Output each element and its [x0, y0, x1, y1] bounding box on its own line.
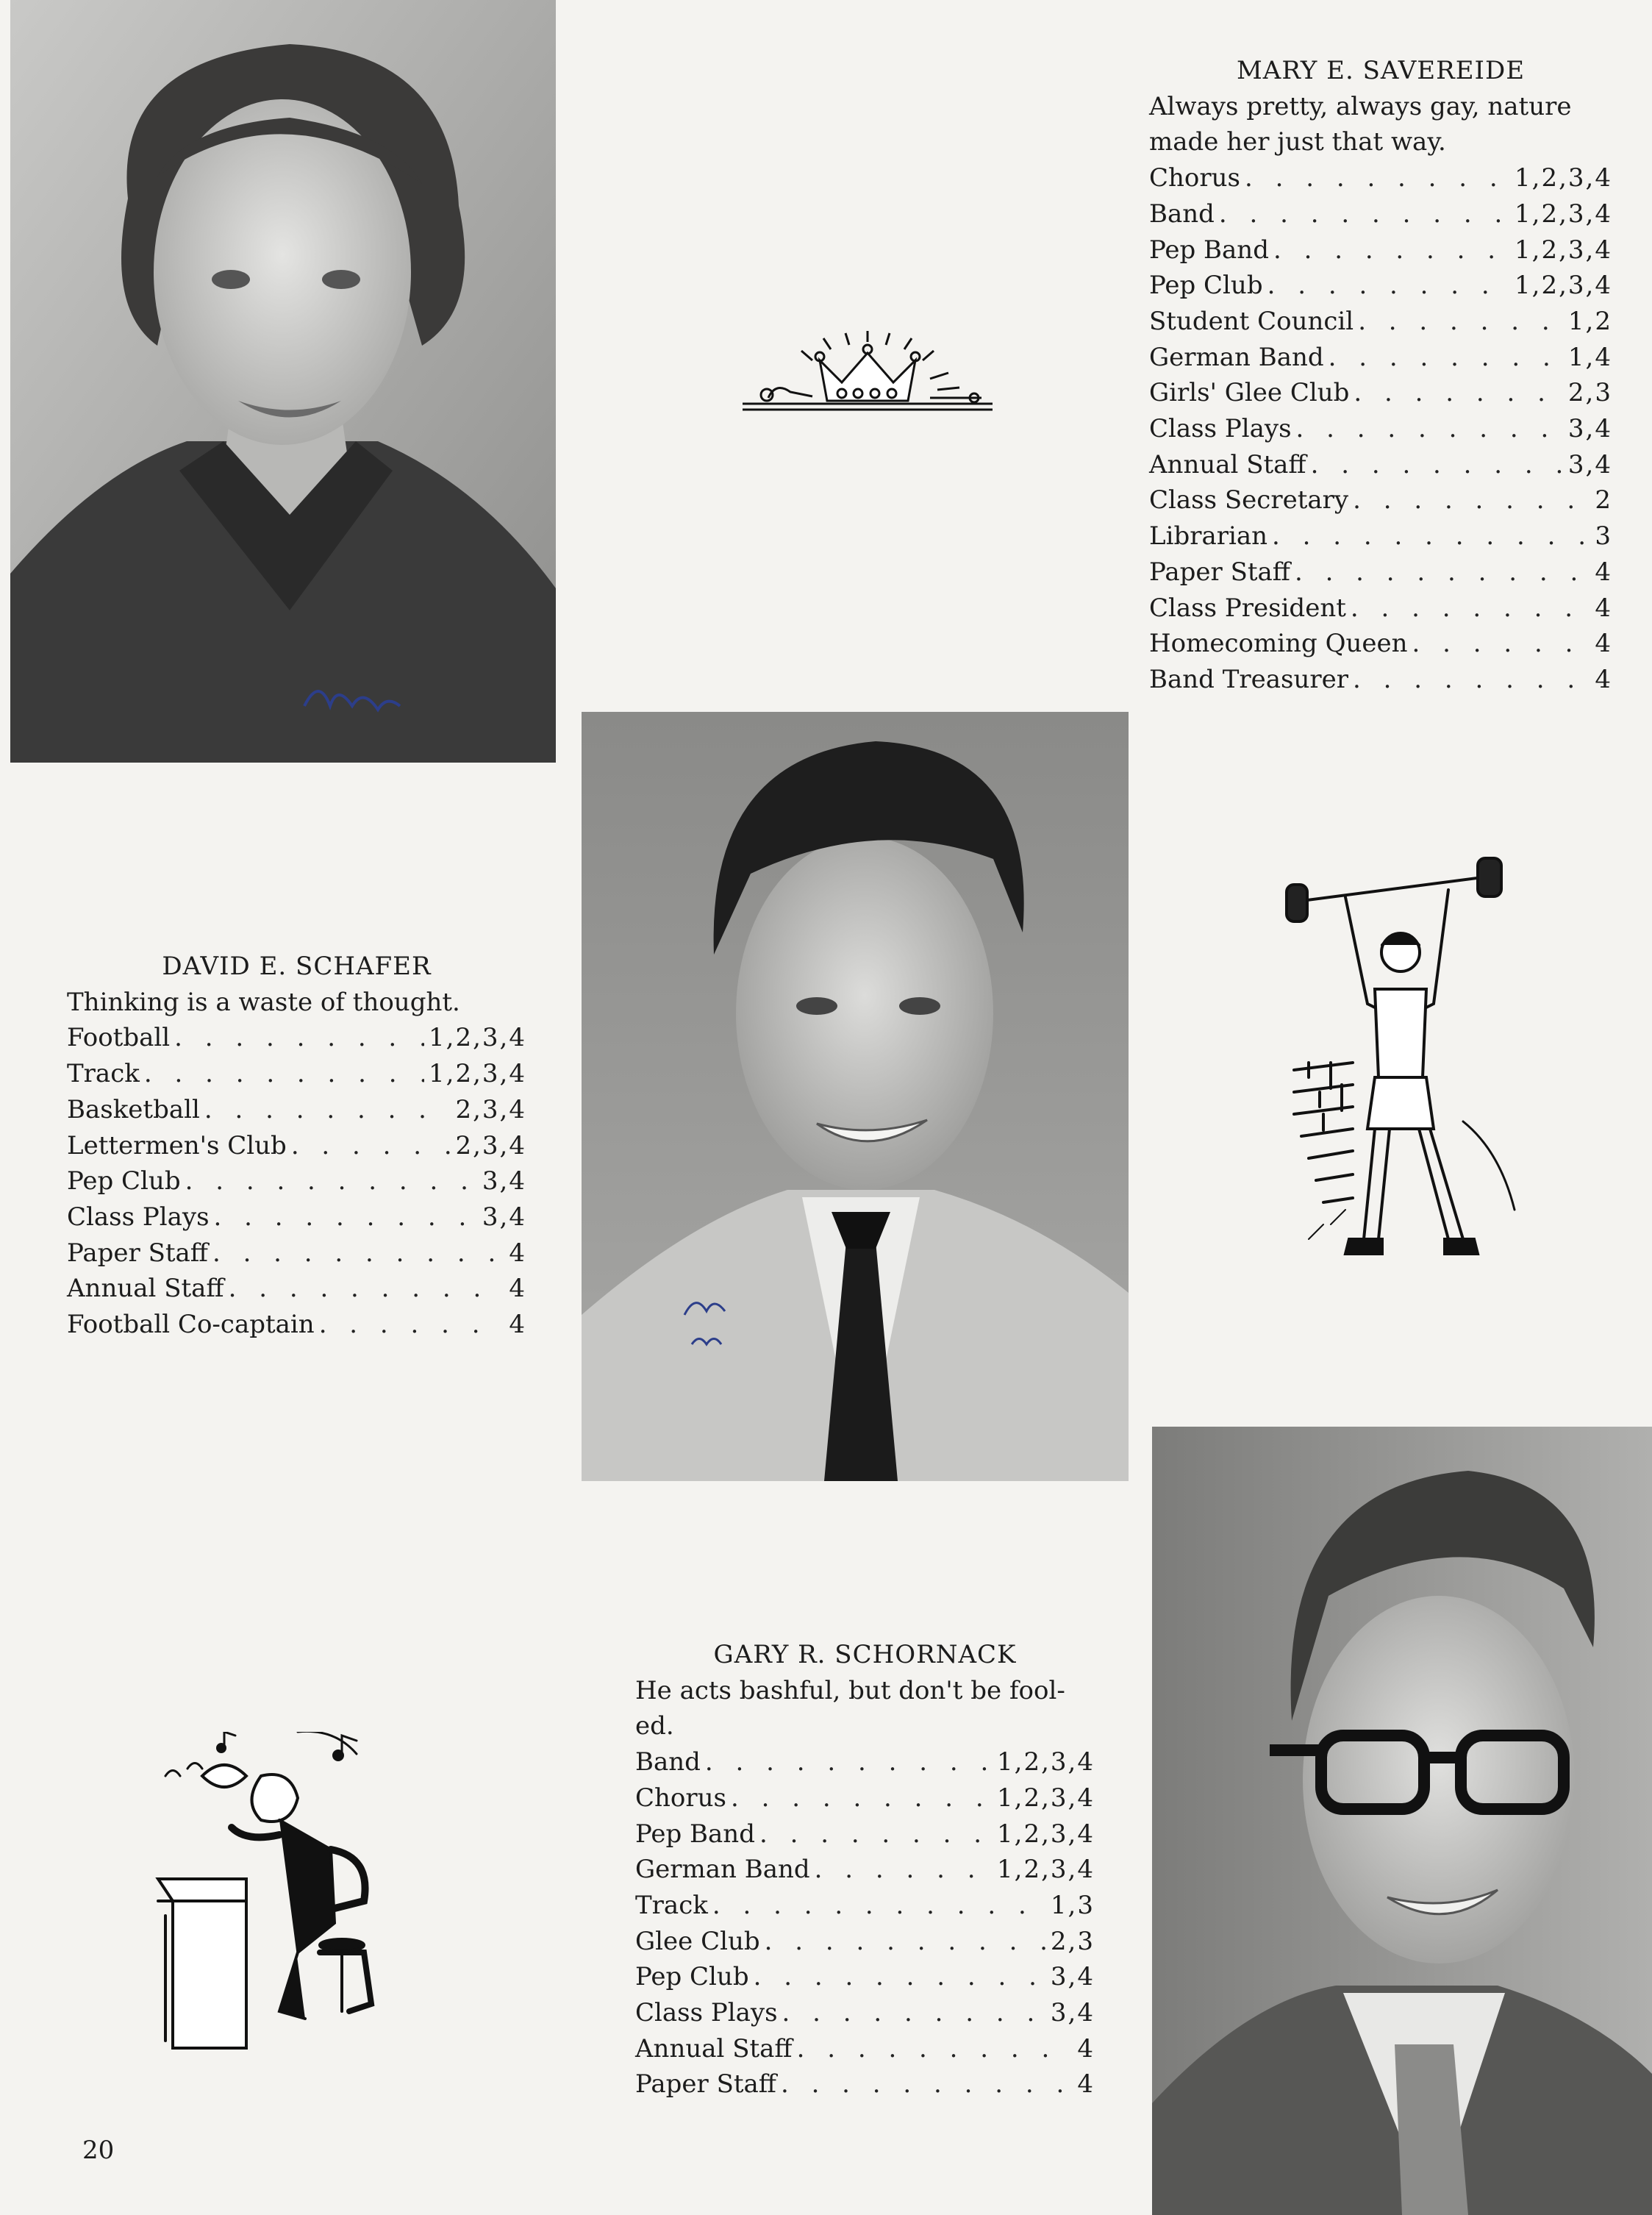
activity-years: 1,2,3,4 — [997, 1747, 1095, 1777]
leader-dots — [797, 2031, 1073, 2067]
activity-years: 3,4 — [1567, 449, 1612, 479]
activity-label: Band — [1149, 199, 1215, 229]
activity-years: 4 — [509, 1310, 526, 1340]
leader-dots — [1354, 375, 1564, 411]
activity-row — [635, 1959, 1095, 1995]
activity-label: Annual Staff — [1149, 449, 1306, 479]
activity-label: Glee Club — [635, 1926, 760, 1956]
leader-dots — [1272, 518, 1590, 554]
activity-years: 1,2,3,4 — [1515, 271, 1612, 301]
activity-row — [635, 1780, 1095, 1816]
activity-label: Football — [67, 1023, 171, 1053]
student-motto: Always pretty, always gay, nature made her just that way. — [1149, 91, 1572, 157]
leader-dots — [1267, 268, 1510, 304]
leader-dots — [759, 1816, 993, 1852]
leader-dots — [1295, 554, 1590, 591]
activity-label: Class Secretary — [1149, 485, 1349, 516]
activity-label: Annual Staff — [635, 2033, 793, 2064]
activity-years: 1,2,3,4 — [997, 1855, 1095, 1885]
activity-label: Chorus — [1149, 163, 1240, 193]
activity-years: 1,2 — [1567, 306, 1612, 336]
activity-label: Football Co-captain — [67, 1310, 315, 1340]
leader-dots — [1296, 411, 1564, 447]
leader-dots — [731, 1780, 993, 1816]
activity-row — [635, 1744, 1095, 1780]
activity-years: 4 — [509, 1238, 526, 1268]
leader-dots — [204, 1092, 451, 1128]
activity-row — [67, 1307, 526, 1343]
activity-years: 1,2,3,4 — [429, 1059, 526, 1089]
activity-row — [635, 1852, 1095, 1888]
activity-row — [1149, 268, 1612, 304]
activity-list — [1149, 160, 1612, 698]
activity-years: 3,4 — [482, 1202, 526, 1232]
activity-list — [635, 1744, 1095, 2102]
activity-label: Class Plays — [1149, 414, 1292, 444]
activity-years: 4 — [1595, 664, 1612, 694]
student-david — [67, 949, 526, 1343]
activity-row — [1149, 232, 1612, 268]
leader-dots — [1329, 340, 1564, 376]
leader-dots — [319, 1307, 505, 1343]
leader-dots — [1351, 591, 1590, 627]
activity-years: 2,3,4 — [455, 1130, 526, 1160]
activity-years: 4 — [1077, 2033, 1095, 2064]
activity-years: 1,3 — [1050, 1890, 1095, 1920]
activity-years: 2,3 — [1050, 1926, 1095, 1956]
activity-years: 3,4 — [1050, 1962, 1095, 1992]
activity-row — [1149, 662, 1612, 698]
activity-label: Pep Band — [1149, 235, 1269, 265]
activity-list — [67, 1020, 526, 1342]
activity-row — [1149, 626, 1612, 662]
photo-david — [582, 712, 1129, 1481]
activity-row — [1149, 518, 1612, 554]
activity-row — [1149, 196, 1612, 232]
activity-years: 1,2,3,4 — [1515, 199, 1612, 229]
activity-row — [635, 1816, 1095, 1852]
leader-dots — [291, 1128, 451, 1164]
leader-dots — [754, 1959, 1046, 1995]
activity-label: Pep Band — [635, 1819, 755, 1849]
activity-years: 1,2,3,4 — [1515, 235, 1612, 265]
activity-label: Pep Club — [67, 1166, 181, 1196]
activity-row — [67, 1092, 526, 1128]
activity-row — [67, 1271, 526, 1307]
activity-years: 4 — [509, 1274, 526, 1304]
leader-dots — [214, 1199, 478, 1235]
leader-dots — [1219, 196, 1510, 232]
student-name: DAVID E. SCHAFER — [162, 952, 432, 981]
activity-label: Pep Club — [1149, 271, 1263, 301]
activity-row — [1149, 160, 1612, 196]
activity-row — [1149, 554, 1612, 591]
activity-label: Librarian — [1149, 521, 1268, 552]
activity-row — [67, 1128, 526, 1164]
leader-dots — [1353, 482, 1590, 518]
student-name: MARY E. SAVEREIDE — [1236, 56, 1526, 85]
activity-label: Paper Staff — [67, 1238, 208, 1268]
activity-row — [67, 1020, 526, 1056]
activity-row — [635, 2066, 1095, 2102]
leader-dots — [1245, 160, 1510, 196]
activity-years: 3,4 — [1567, 414, 1612, 444]
activity-row — [67, 1056, 526, 1092]
activity-label: Class Plays — [635, 1998, 778, 2028]
photo-mary — [10, 0, 556, 763]
leader-dots — [174, 1020, 424, 1056]
activity-row — [1149, 447, 1612, 483]
activity-label: Band — [635, 1747, 701, 1777]
leader-dots — [1273, 232, 1510, 268]
activity-label: Class President — [1149, 593, 1346, 623]
activity-row — [635, 2031, 1095, 2067]
activity-years: 1,4 — [1567, 342, 1612, 372]
activity-row — [635, 1924, 1095, 1960]
activity-row — [1149, 304, 1612, 340]
student-mary — [1149, 53, 1612, 698]
activity-years: 2,3 — [1567, 378, 1612, 408]
activity-label: Band Treasurer — [1149, 664, 1349, 694]
photo-gary — [1152, 1427, 1652, 2215]
activity-row — [635, 1995, 1095, 2031]
activity-years: 1,2,3,4 — [997, 1783, 1095, 1813]
activity-label: Pep Club — [635, 1962, 749, 1992]
activity-years: 4 — [1595, 629, 1612, 659]
activity-label: Paper Staff — [635, 2069, 776, 2100]
activity-row — [1149, 411, 1612, 447]
activity-years: 2,3,4 — [455, 1094, 526, 1124]
leader-dots — [712, 1888, 1046, 1924]
student-name: GARY R. SCHORNACK — [713, 1640, 1017, 1669]
activity-row — [1149, 591, 1612, 627]
activity-years: 4 — [1595, 593, 1612, 623]
activity-years: 4 — [1077, 2069, 1095, 2100]
activity-label: Track — [635, 1890, 708, 1920]
leader-dots — [185, 1163, 478, 1199]
activity-label: Chorus — [635, 1783, 726, 1813]
activity-years: 4 — [1595, 557, 1612, 587]
activity-years: 3 — [1595, 521, 1612, 552]
activity-label: Student Council — [1149, 306, 1354, 336]
activity-row — [1149, 340, 1612, 376]
activity-label: Paper Staff — [1149, 557, 1290, 587]
leader-dots — [815, 1852, 993, 1888]
weightlifter-icon — [1279, 842, 1522, 1283]
activity-label: German Band — [635, 1855, 810, 1885]
leader-dots — [1353, 662, 1590, 698]
leader-dots — [705, 1744, 993, 1780]
activity-row — [67, 1163, 526, 1199]
student-motto: Thinking is a waste of thought. — [67, 987, 460, 1017]
leader-dots — [781, 2066, 1073, 2102]
leader-dots — [765, 1924, 1046, 1960]
activity-label: Annual Staff — [67, 1274, 224, 1304]
activity-label: Basketball — [67, 1094, 200, 1124]
activity-years: 1,2,3,4 — [429, 1023, 526, 1053]
student-gary — [635, 1637, 1095, 2102]
activity-years: 3,4 — [1050, 1998, 1095, 2028]
leader-dots — [1358, 304, 1564, 340]
activity-row — [1149, 482, 1612, 518]
activity-years: 2 — [1595, 485, 1612, 516]
activity-row — [67, 1235, 526, 1271]
activity-years: 3,4 — [482, 1166, 526, 1196]
activity-label: Track — [67, 1059, 140, 1089]
crown-icon — [739, 327, 996, 415]
activity-label: German Band — [1149, 342, 1324, 372]
leader-dots — [212, 1235, 504, 1271]
activity-label: Lettermen's Club — [67, 1130, 287, 1160]
activity-label: Girls' Glee Club — [1149, 378, 1350, 408]
activity-label: Class Plays — [67, 1202, 210, 1232]
leader-dots — [1311, 447, 1564, 483]
activity-years: 1,2,3,4 — [997, 1819, 1095, 1849]
activity-row — [1149, 375, 1612, 411]
student-motto: He acts bashful, but don't be fool- ed. — [635, 1675, 1065, 1741]
page-number: 20 — [82, 2136, 115, 2165]
pianist-icon — [151, 1732, 445, 2055]
leader-dots — [1412, 626, 1591, 662]
leader-dots — [229, 1271, 505, 1307]
activity-row — [635, 1888, 1095, 1924]
activity-years: 1,2,3,4 — [1515, 163, 1612, 193]
leader-dots — [144, 1056, 424, 1092]
activity-label: Homecoming Queen — [1149, 629, 1408, 659]
activity-row — [67, 1199, 526, 1235]
leader-dots — [782, 1995, 1046, 2031]
